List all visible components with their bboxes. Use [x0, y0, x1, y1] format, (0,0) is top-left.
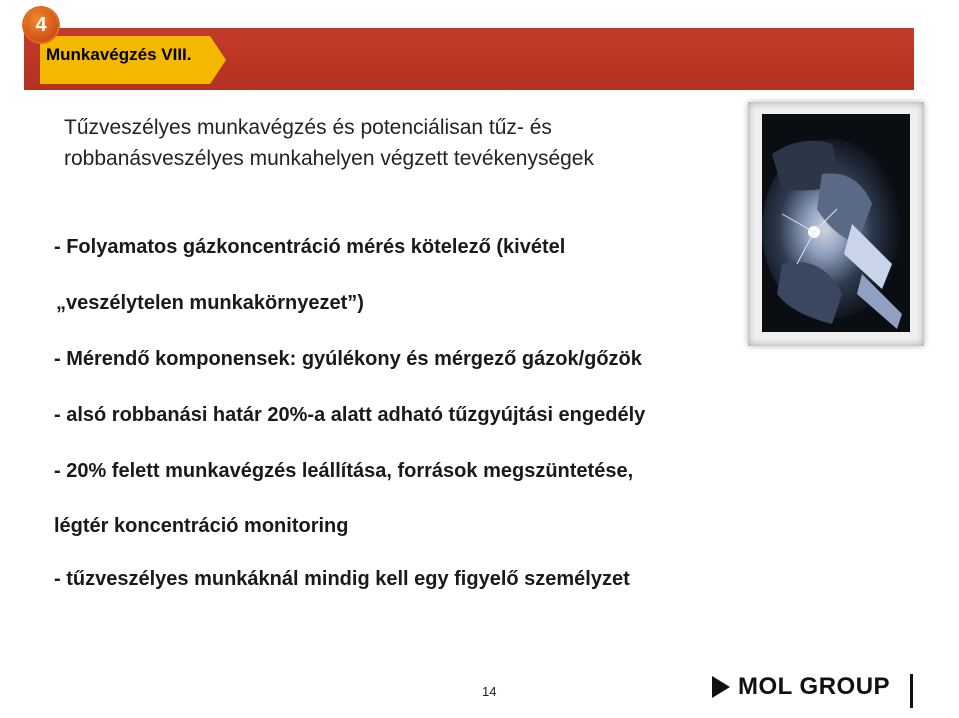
bullet-item: légtér koncentráció monitoring [54, 515, 349, 537]
logo-divider [910, 674, 913, 708]
subtitle-line-2: robbanásveszélyes munkahelyen végzett tevékenységek [64, 147, 594, 170]
welder-photo [762, 114, 910, 332]
play-arrow-icon [712, 676, 730, 698]
slide-title: Munkavégzés VIII. [46, 45, 192, 64]
bullet-item: - alsó robbanási határ 20%-a alatt adható tűzgyújtási engedély [54, 404, 646, 426]
bullet-item: - tűzveszélyes munkáknál mindig kell egy figyelő személyzet [54, 568, 630, 590]
logo-text: MOL GROUP [738, 673, 891, 700]
bullet-item: „veszélytelen munkakörnyezet”) [56, 292, 364, 314]
subtitle-line-1: Tűzveszélyes munkavégzés és potenciálisan tűz- és [64, 116, 552, 139]
bullet-item: - Folyamatos gázkoncentráció mérés kötelező (kivétel [54, 236, 566, 258]
page-number: 14 [482, 684, 497, 699]
bullet-item: - 20% felett munkavégzés leállítása, források megszüntetése, [54, 460, 634, 482]
mol-group-logo [712, 672, 890, 702]
bullet-item: - Mérendő komponensek: gyúlékony és mérgező gázok/gőzök [54, 348, 642, 370]
slide-number-badge: 4 [24, 8, 58, 42]
slide-subtitle [64, 112, 704, 174]
photo-frame [748, 102, 924, 346]
